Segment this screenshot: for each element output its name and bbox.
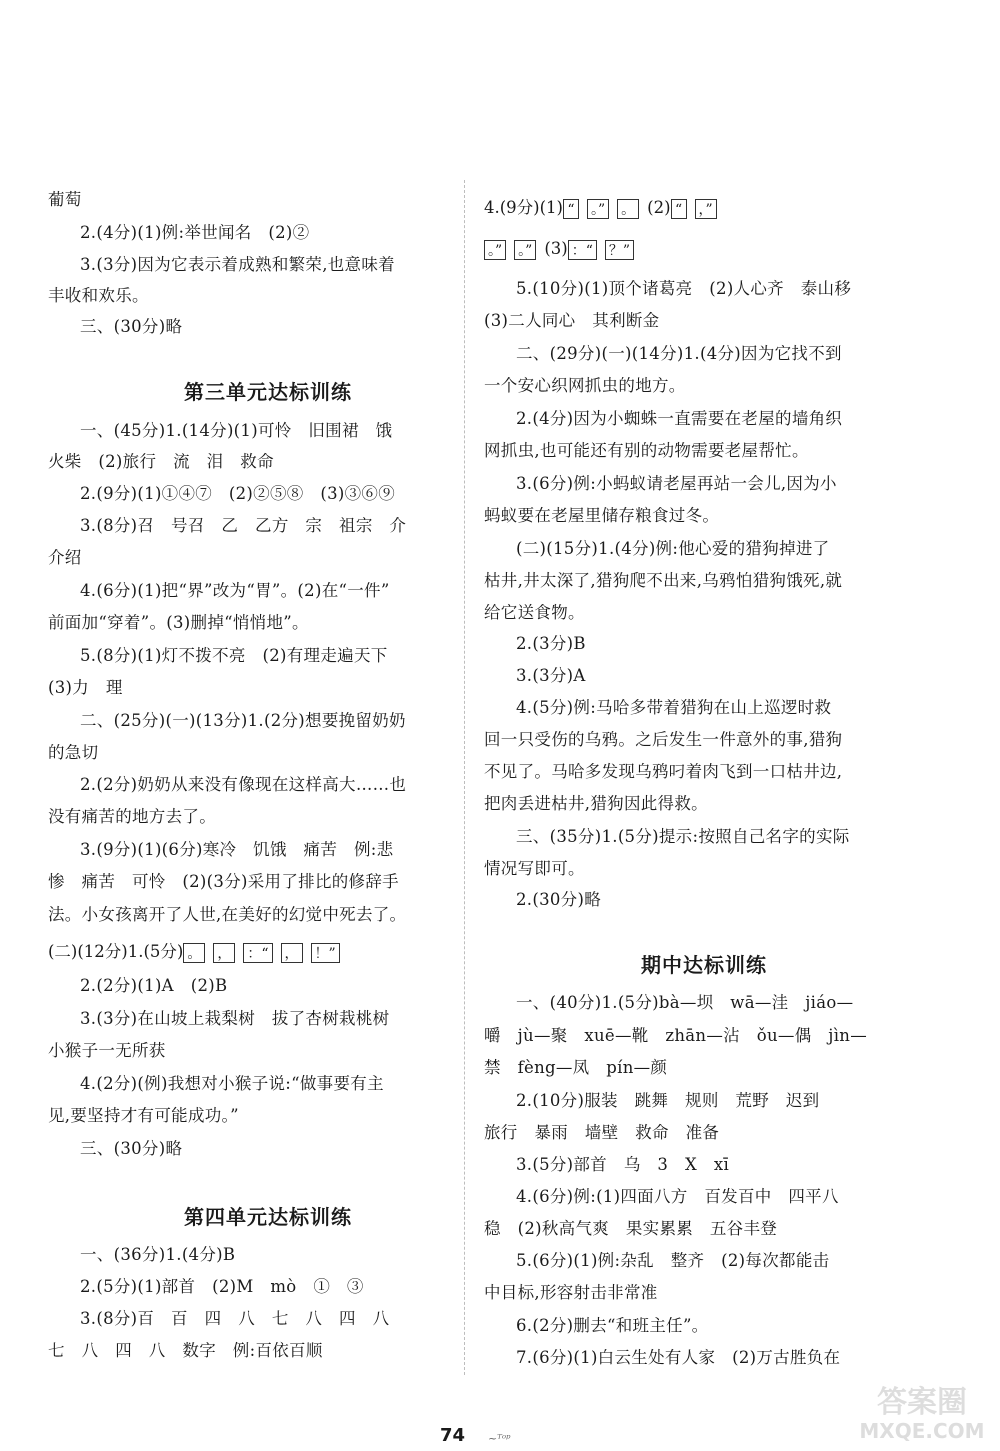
text-line: 前面加“穿着”。(3)删掉“悄悄地”。: [48, 613, 309, 632]
text-line: 3.(3分)在山坡上栽梨树 拔了杏树栽桃树: [80, 1009, 390, 1028]
punctuation-box: 。”: [514, 240, 536, 260]
text-line: (3)二人同心 其利断金: [484, 311, 660, 330]
text-line: 葡萄: [48, 190, 82, 209]
punctuation-box: ，: [281, 943, 303, 963]
text-line: 介绍: [48, 548, 82, 567]
text-line: 不见了。马哈多发现乌鸦叼着肉飞到一口枯井边,: [484, 762, 843, 781]
text-line: 网抓虫,也可能还有别的动物需要老屋帮忙。: [484, 441, 809, 460]
text-line: 中目标,形容射击非常准: [484, 1283, 658, 1302]
text-line: 七 八 四 八 数字 例:百依百顺: [48, 1341, 323, 1360]
text-line: 一、(45分)1.(14分)(1)可怜 旧围裙 饿: [80, 421, 393, 440]
text-line: 5.(8分)(1)灯不拨不亮 (2)有理走遍天下: [80, 646, 388, 665]
text-line: 4.(6分)例:(1)四面八方 百发百中 四平八: [516, 1187, 839, 1206]
punctuation-box: 。: [617, 199, 639, 219]
text-line: 5.(10分)(1)顶个诸葛亮 (2)人心齐 泰山移: [516, 279, 852, 298]
text-line: 的急切: [48, 743, 99, 762]
section-heading-unit3: 第三单元达标训练: [184, 380, 352, 404]
text-line: 2.(2分)奶奶从来没有像现在这样高大……也: [80, 775, 407, 794]
text-line: 3.(3分)因为它表示着成熟和繁荣,也意味着: [80, 255, 395, 274]
text-line: 7.(6分)(1)白云生处有人家 (2)万古胜负在: [516, 1348, 841, 1367]
punctuation-box: ：“: [568, 240, 597, 260]
box-row-prefix: (二)(12分)1.(5分): [48, 942, 184, 961]
punctuation-box: ，”: [695, 199, 717, 219]
punctuation-box-row: [484, 195, 725, 221]
punctuation-box: ，: [213, 943, 235, 963]
text-line: 枯井,井太深了,猎狗爬不出来,乌鸦怕猎狗饿死,就: [484, 571, 843, 590]
text-line: 给它送食物。: [484, 603, 585, 622]
text-line: 旅行 暴雨 墙壁 救命 准备: [484, 1123, 720, 1142]
text-line: 嚼 jù—聚 xuē—靴 zhān—沾 ǒu—偶 jìn—: [484, 1026, 868, 1045]
punctuation-box: 。: [183, 943, 205, 963]
page-number: 74: [440, 1425, 466, 1446]
text-line: 火柴 (2)旅行 流 泪 救命: [48, 452, 274, 471]
punctuation-box: “: [563, 199, 579, 219]
punctuation-box: ？”: [605, 240, 634, 260]
text-line: 二、(25分)(一)(13分)1.(2分)想要挽留奶奶: [80, 711, 406, 730]
text-line: 小猴子一无所获: [48, 1041, 166, 1060]
punctuation-box: 。”: [484, 240, 506, 260]
punctuation-box: “: [671, 199, 687, 219]
text-line: 一、(40分)1.(5分)bà—坝 wā—洼 jiáo—: [516, 993, 854, 1012]
text-line: 蚂蚁要在老屋里储存粮食过冬。: [484, 506, 720, 525]
text-line: 回一只受伤的乌鸦。之后发生一件意外的事,猎狗: [484, 730, 843, 749]
watermark-text-en: MXQE.COM: [859, 1419, 985, 1443]
text-line: 2.(30分)略: [516, 890, 602, 909]
text-line: 2.(3分)B: [516, 634, 586, 653]
text-line: 3.(5分)部首 乌 3 X xī: [516, 1155, 730, 1174]
text-line: 4.(2分)(例)我想对小猴子说:“做事要有主: [80, 1074, 384, 1093]
text-line: 没有痛苦的地方去了。: [48, 807, 216, 826]
text-line: 3.(8分)召 号召 乙 乙方 宗 祖宗 介: [80, 516, 407, 535]
text-line: 2.(10分)服装 跳舞 规则 荒野 迟到: [516, 1091, 820, 1110]
text-line: 见,要坚持才有可能成功。”: [48, 1106, 239, 1125]
text-line: 法。小女孩离开了人世,在美好的幻觉中死去了。: [48, 905, 407, 924]
box-row-prefix: 4.(9分)(1): [484, 198, 563, 217]
box-row-mid: (3): [544, 239, 568, 258]
section-heading-unit4: 第四单元达标训练: [184, 1205, 352, 1229]
text-line: 6.(2分)删去“和班主任”。: [516, 1316, 709, 1335]
text-line: 2.(4分)因为小蜘蛛一直需要在老屋的墙角织: [516, 409, 843, 428]
punctuation-box: ：“: [243, 943, 272, 963]
punctuation-box-row: [484, 236, 642, 262]
column-divider: [464, 180, 465, 1375]
text-line: 3.(8分)百 百 四 八 七 八 四 八: [80, 1309, 390, 1328]
text-line: 5.(6分)(1)例:杂乱 整齐 (2)每次都能击: [516, 1251, 830, 1270]
text-line: 禁 fèng—凤 pín—颜: [484, 1058, 668, 1077]
text-line: 三、(30分)略: [80, 1139, 183, 1158]
section-heading-midterm: 期中达标训练: [641, 953, 767, 977]
text-line: 一个安心织网抓虫的地方。: [484, 376, 686, 395]
text-line: 情况写即可。: [484, 859, 585, 878]
text-line: (二)(15分)1.(4分)例:他心爱的猎狗掉进了: [516, 539, 830, 558]
box-row-mid: (2): [647, 198, 671, 217]
punctuation-box: ！”: [311, 943, 340, 963]
text-line: 4.(5分)例:马哈多带着猎狗在山上巡逻时救: [516, 698, 832, 717]
punctuation-box-row: [48, 939, 348, 965]
text-line: 2.(5分)(1)部首 (2)M mò ① ③: [80, 1277, 364, 1296]
text-line: 三、(30分)略: [80, 317, 183, 336]
text-line: 2.(2分)(1)A (2)B: [80, 976, 228, 995]
text-line: 2.(4分)(1)例:举世闻名 (2)②: [80, 223, 310, 242]
text-line: 惨 痛苦 可怜 (2)(3分)采用了排比的修辞手: [48, 872, 399, 891]
text-line: 丰收和欢乐。: [48, 286, 149, 305]
text-line: 把肉丢进枯井,猎狗因此得救。: [484, 794, 708, 813]
page-ornament: ~ᵀᵒᵖ: [488, 1432, 511, 1445]
text-line: 三、(35分)1.(5分)提示:按照自己名字的实际: [516, 827, 850, 846]
text-line: 3.(3分)A: [516, 666, 586, 685]
punctuation-box: 。”: [587, 199, 609, 219]
watermark-text-cn: 答案圈: [877, 1385, 967, 1420]
text-line: 一、(36分)1.(4分)B: [80, 1245, 236, 1264]
watermark-logo: [852, 1376, 992, 1446]
text-line: 4.(6分)(1)把“界”改为“胃”。(2)在“一件”: [80, 581, 390, 600]
text-line: 3.(9分)(1)(6分)寒冷 饥饿 痛苦 例:悲: [80, 840, 394, 859]
text-line: 2.(9分)(1)①④⑦ (2)②⑤⑧ (3)③⑥⑨: [80, 484, 396, 503]
text-line: 3.(6分)例:小蚂蚁请老屋再站一会儿,因为小: [516, 474, 837, 493]
text-line: 二、(29分)(一)(14分)1.(4分)因为它找不到: [516, 344, 842, 363]
text-line: 稳 (2)秋高气爽 果实累累 五谷丰登: [484, 1219, 778, 1238]
text-line: (3)力 理: [48, 678, 123, 697]
